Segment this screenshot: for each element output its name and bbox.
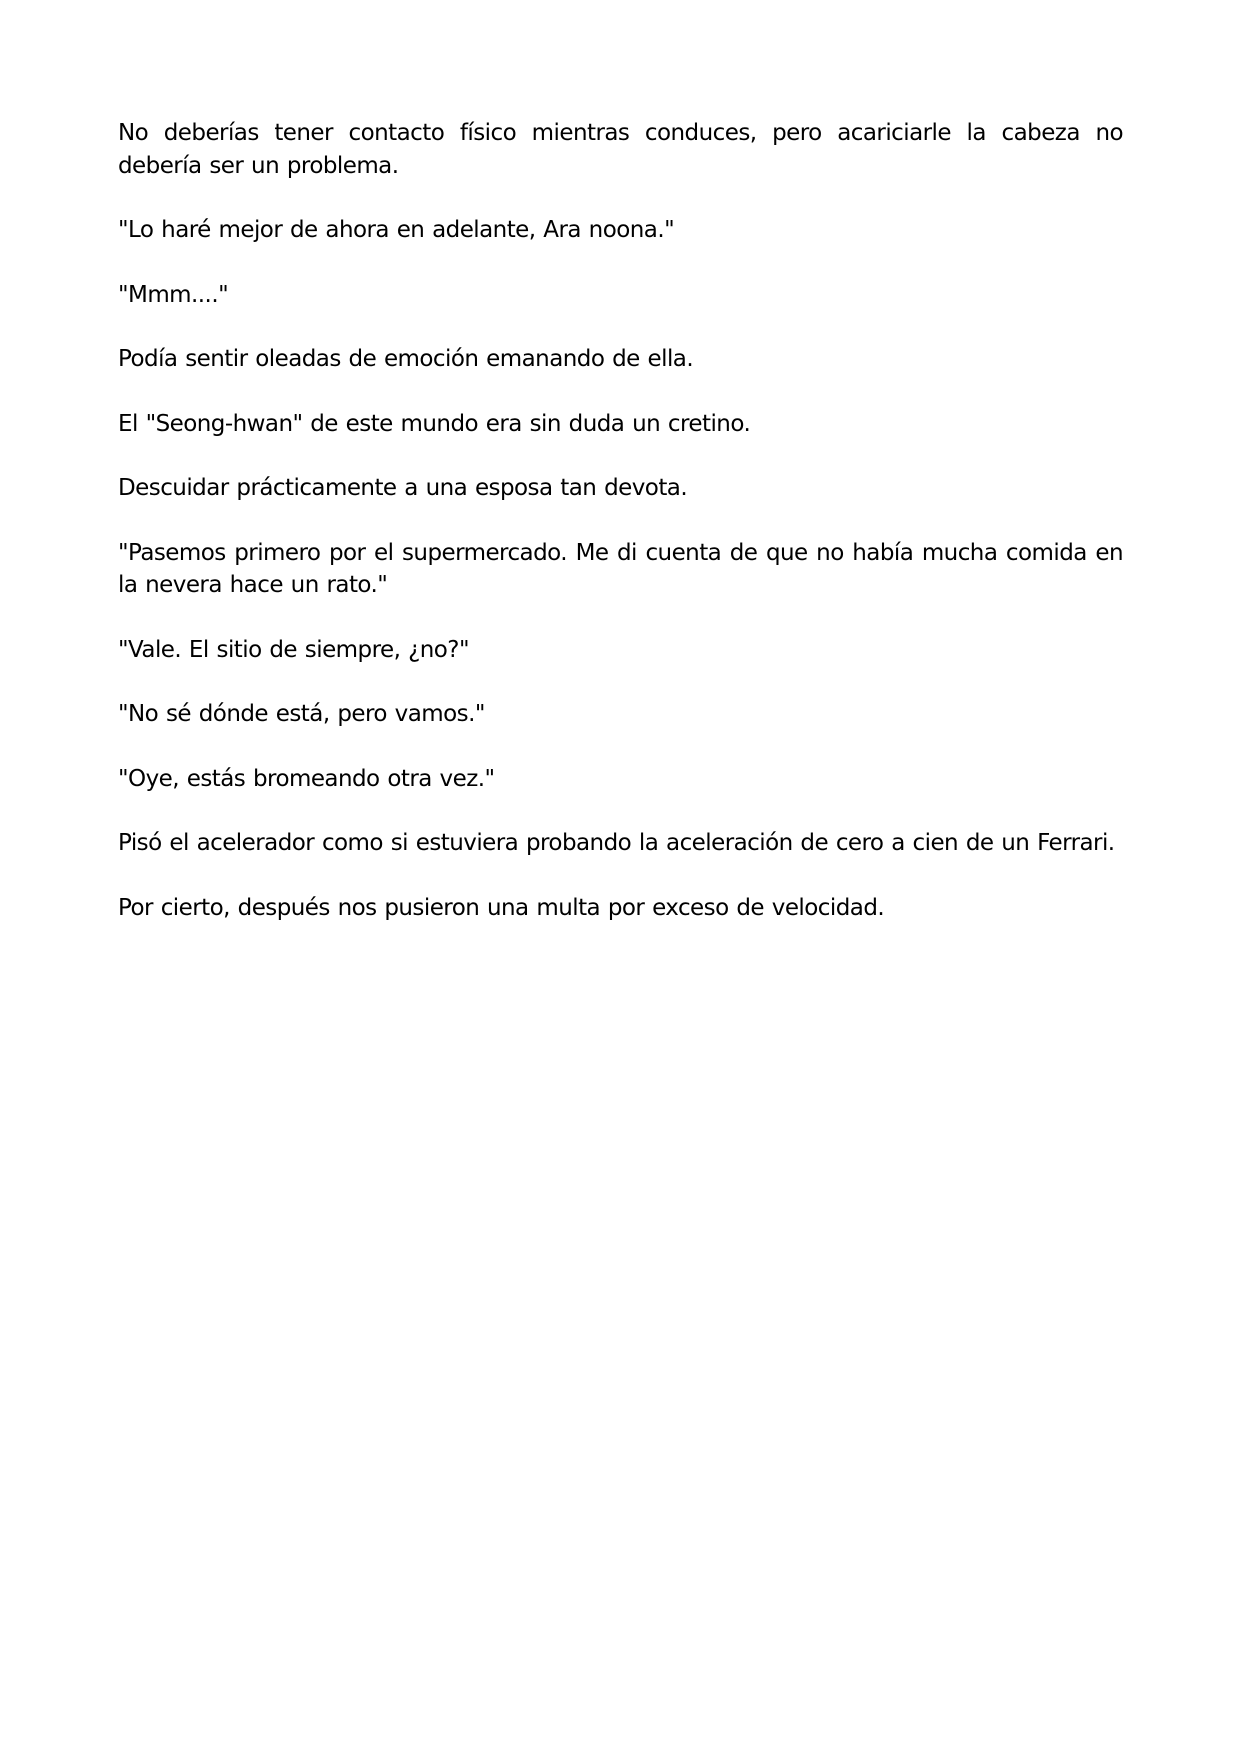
paragraph: Descuidar prácticamente a una esposa tan devota. (118, 475, 688, 501)
paragraph: No deberías tener contacto físico mientras conduces, pero acariciarle la cabeza no debería ser un problema. (118, 120, 1123, 179)
paragraph: Pisó el acelerador como si estuviera probando la aceleración de cero a cien de un Ferrari. (118, 830, 1115, 856)
paragraph: Por cierto, después nos pusieron una multa por exceso de velocidad. (118, 894, 885, 921)
paragraph: "Oye, estás bromeando otra vez." (118, 765, 495, 792)
paragraph: "Vale. El sitio de siempre, ¿no?" (118, 636, 469, 663)
paragraph: "Mmm...." (118, 281, 229, 308)
paragraph: El "Seong-hwan" de este mundo era sin duda un cretino. (118, 410, 751, 437)
paragraph: Podía sentir oleadas de emoción emanando de ella. (118, 346, 694, 372)
paragraph: "Lo haré mejor de ahora en adelante, Ara noona." (118, 217, 675, 243)
paragraph: "No sé dónde está, pero vamos." (118, 701, 485, 727)
document-body (118, 117, 1123, 924)
paragraph: "Pasemos primero por el supermercado. Me di cuenta de que no había mucha comida en la nevera hace un rato." (118, 539, 1123, 598)
